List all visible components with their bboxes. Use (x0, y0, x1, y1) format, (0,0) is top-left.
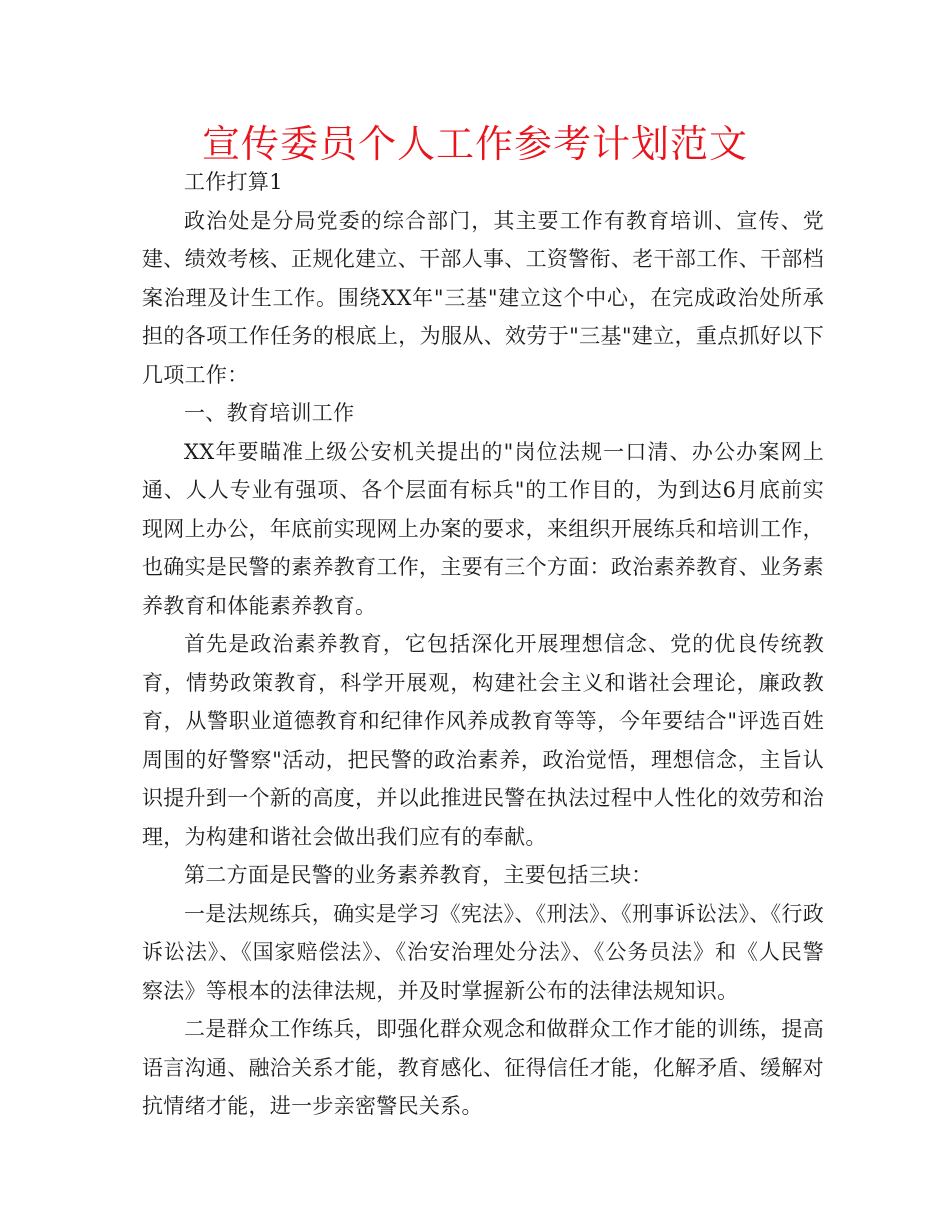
paragraph-intro: 政治处是分局党委的综合部门，其主要工作有教育培训、宣传、党建、绩效考核、正规化建立、干部人事、工资警衔、老干部工作、干部档案治理及计生工作。围绕XX年"三基"建立这个中心，在完成政治处所承担的各项工作任务的根底上，为服从、效劳于"三基"建立，重点抓好以下几项工作： (142, 208, 824, 387)
paragraph-political-education: 首先是政治素养教育，它包括深化开展理想信念、党的优良传统教育，情势政策教育，科学开展观，构建社会主义和谐社会理论，廉政教育，从警职业道德教育和纪律作风养成教育等等，今年要结合"评选百姓周围的好警察"活动，把民警的政治素养，政治觉悟，理想信念，主旨认识提升到一个新的高度，并以此推进民警在执法过程中人性化的效劳和治理，为构建和谐社会做出我们应有的奉献。 (142, 632, 824, 849)
document-body (142, 163, 824, 1126)
paragraph-training-goals: XX年要瞄准上级公安机关提出的"岗位法规一口清、办公办案网上通、人人专业有强项、各个层面有标兵"的工作目的，为到达6月底前实现网上办公，年底前实现网上办案的要求，来组织开展练兵和培训工作，也确实是民警的素养教育工作，主要有三个方面：政治素养教育、业务素养教育和体能素养教育。 (142, 439, 824, 618)
document-title: 宣传委员个人工作参考计划范文 (201, 122, 748, 166)
paragraph-professional-education: 第二方面是民警的业务素养教育，主要包括三块： (184, 863, 653, 887)
paragraph-law-training: 一是法规练兵，确实是学习《宪法》、《刑法》、《刑事诉讼法》、《行政诉讼法》、《国家赔偿法》、《治安治理处分法》、《公务员法》和《人民警察法》等根本的法律法规，并及时掌握新公布的法律法规知识。 (142, 901, 824, 1003)
paragraph-heading-plan: 工作打算1 (184, 170, 283, 194)
paragraph-section-heading: 一、教育培训工作 (184, 401, 355, 425)
paragraph-mass-work-training: 二是群众工作练兵，即强化群众观念和做群众工作才能的训练，提高语言沟通、融洽关系才能，教育感化、征得信任才能，化解矛盾、缓解对抗情绪才能，进一步亲密警民关系。 (142, 1017, 824, 1118)
